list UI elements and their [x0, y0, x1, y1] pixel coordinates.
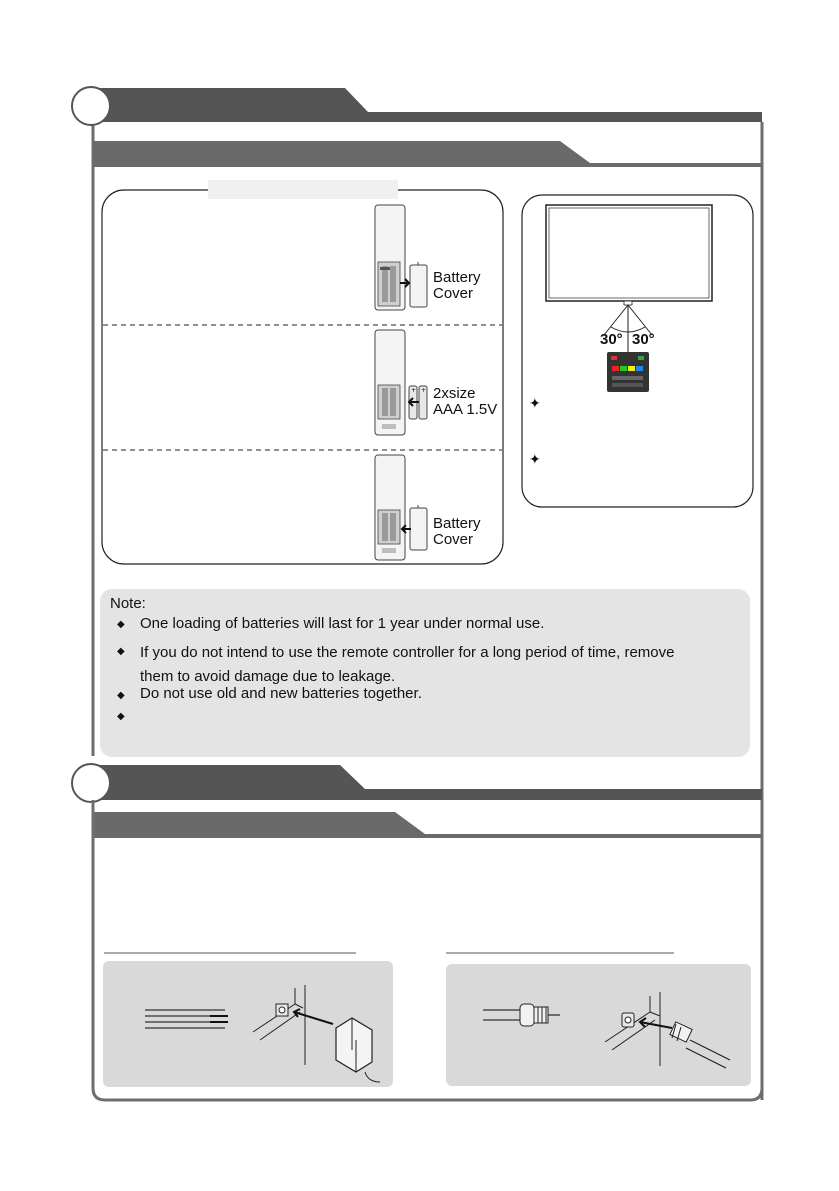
- angle-left-label: 30°: [600, 331, 623, 348]
- battery-cover-label-2: Battery Cover: [433, 515, 481, 548]
- battery-cover-label-1: Battery Cover: [433, 269, 481, 302]
- battery-size-label: 2xsize AAA 1.5V: [433, 385, 498, 418]
- sparkle-bullet-icon: ✦: [529, 452, 541, 468]
- note-item: If you do not intend to use the remote controller for a long period of time, remove them to avoid damage due to leakage.: [140, 644, 675, 685]
- bullet-icon: ◆: [117, 619, 125, 630]
- bullet-icon: ◆: [117, 690, 125, 701]
- coax-panel: [446, 964, 751, 1086]
- note-item: One loading of batteries will last for 1 year under normal use.: [140, 615, 545, 632]
- bullet-icon: ◆: [117, 646, 125, 657]
- svg-text:+: +: [421, 387, 427, 394]
- sparkle-bullet-icon: ✦: [529, 396, 541, 412]
- note-item: Do not use old and new batteries together.: [140, 685, 422, 702]
- bullet-icon: ◆: [117, 711, 125, 722]
- note-heading: Note:: [110, 595, 146, 612]
- angle-right-label: 30°: [632, 331, 655, 348]
- svg-text:+: +: [411, 387, 417, 394]
